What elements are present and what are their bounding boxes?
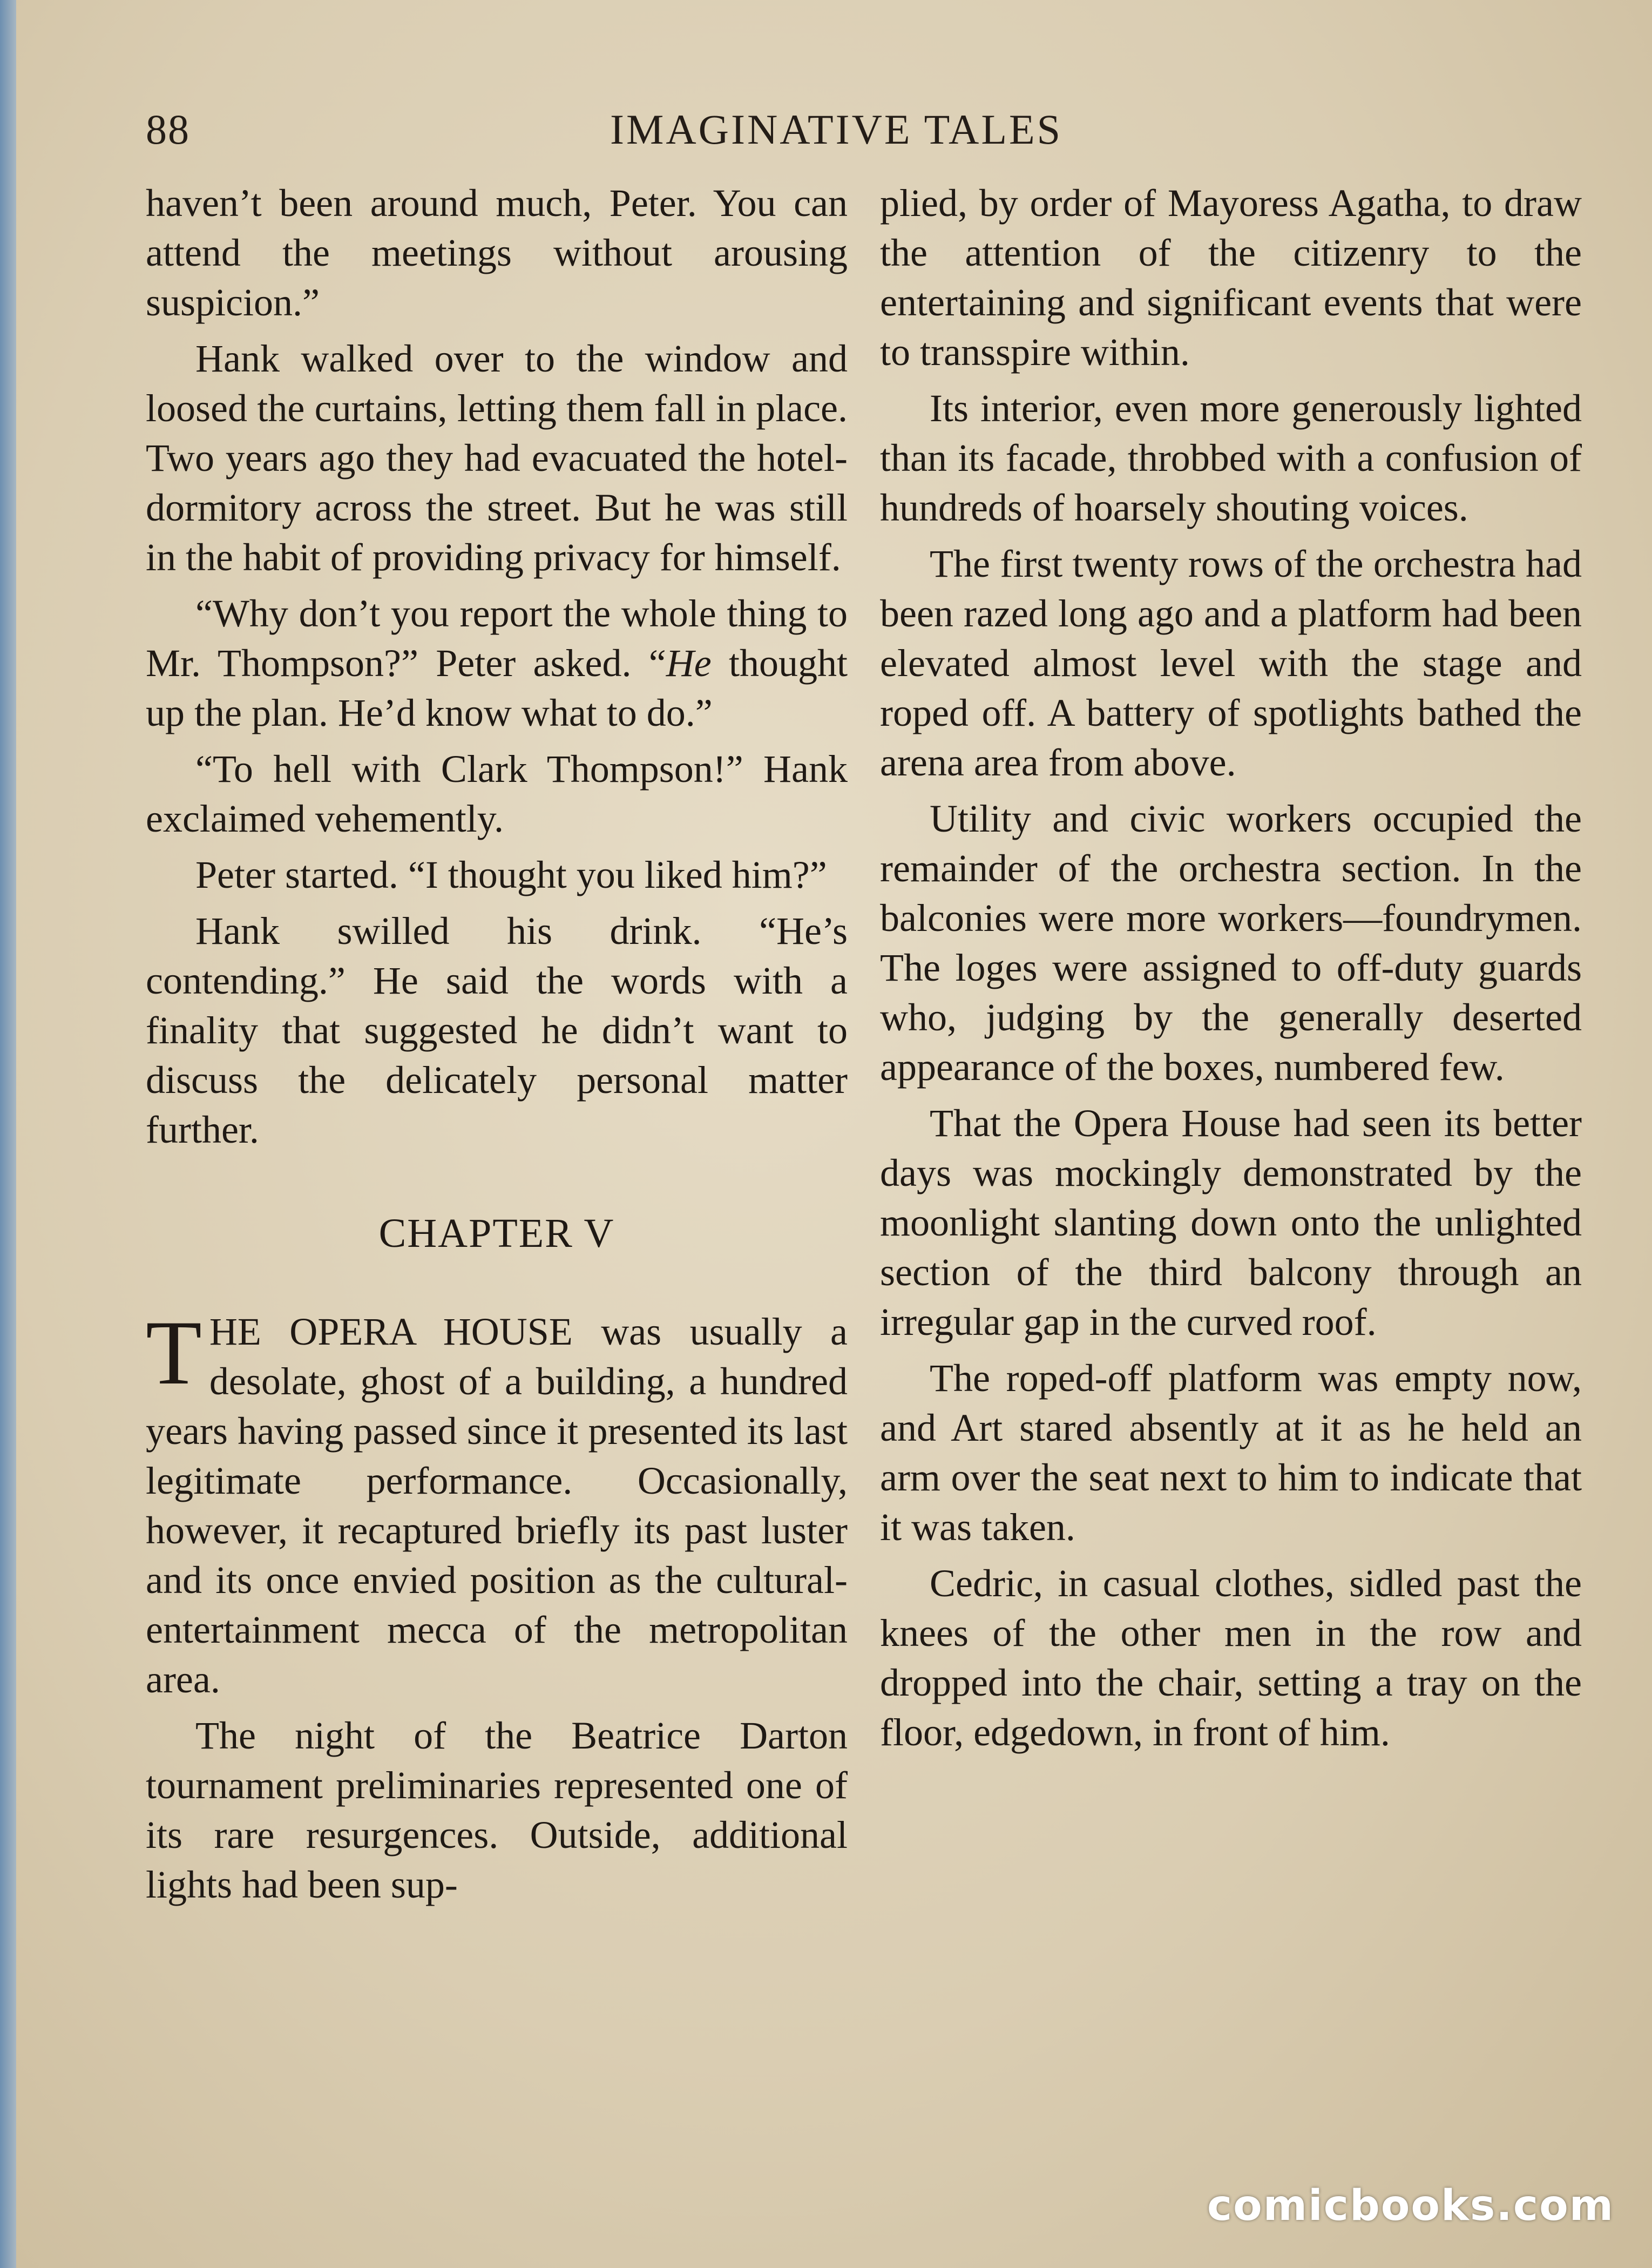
text-run: “Why don’t you report the whole thing to Mr. Thompson?” Peter asked. “ — [146, 592, 848, 685]
paragraph: The first twenty rows of the orchestra had been razed long ago and a platform had been elevated almost level with the stage and roped off. A battery of spotlights bathed the arena area from above. — [880, 542, 1582, 784]
paragraph: Hank swilled his drink. “He’s contending.” He said the words with a finality that suggested he didn’t want to discuss the delicately personal matter further. — [146, 909, 848, 1151]
drop-cap: T — [146, 1302, 202, 1403]
text-run: thought up the plan. He’d know what to do.” — [146, 642, 848, 734]
running-title: IMAGINATIVE TALES — [610, 106, 1063, 153]
page-header — [16, 105, 1652, 154]
paragraph: “To hell with Clark Thompson!” Hank exclaimed vehemently. — [146, 747, 848, 840]
paragraph: That the Opera House had seen its better days was mockingly demonstrated by the moonlight slanting down onto the unlighted section of the third balcony through an irregular gap in the curved roof. — [880, 1102, 1582, 1344]
paragraph: The roped-off platform was empty now, and Art stared absently at it as he held an arm over the seat next to him to indicate that it was taken. — [880, 1356, 1582, 1549]
paragraph: Utility and civic workers occupied the remainder of the orchestra section. In the balconies were more workers—foundrymen. The loges were assigned to off-duty guards who, judging by the generally deserted appearance of the boxes, numbered few. — [880, 797, 1582, 1089]
left-column — [146, 178, 848, 1916]
paragraph: Cedric, in casual clothes, sidled past the knees of the other men in the row and dropped into the chair, setting a tray on the floor, edgedown, in front of him. — [880, 1562, 1582, 1754]
watermark-logo: comicbooks.com — [1207, 2182, 1614, 2230]
paragraph: plied, by order of Mayoress Agatha, to draw the attention of the citizenry to the entertaining and significant events that were to transspire within. — [880, 181, 1582, 374]
italic-text-run: He — [666, 642, 712, 685]
paragraph: Hank walked over to the window and loosed the curtains, letting them fall in place. Two years ago they had evacuated the hotel-dormitory across the street. But he was still in the habit of providing privacy for himself. — [146, 337, 848, 579]
text-run: HE OPERA HOUSE was usually a desolate, ghost of a building, a hundred years having passed since it presented its last legitimate performance. Occasionally, however, it recaptured briefly its past luster and its once envied position as the cultural-entertainment mecca of the metropolitan area. — [146, 1310, 848, 1701]
chapter-heading: CHAPTER V — [378, 1211, 615, 1256]
paragraph: haven’t been around much, Peter. You can attend the meetings without arousing suspicion.” — [146, 181, 848, 324]
scan-edge — [0, 0, 16, 2268]
paragraph — [146, 1302, 848, 1704]
paragraph: The night of the Beatrice Darton tournament preliminaries represented one of its rare resurgences. Outside, additional lights had been sup- — [146, 1714, 848, 1906]
magazine-page — [16, 0, 1652, 2268]
paragraph: Peter started. “I thought you liked him?” — [195, 853, 827, 896]
paragraph: Its interior, even more generously lighted than its facade, throbbed with a confusion of hundreds of hoarsely shouting voices. — [880, 387, 1582, 529]
paragraph — [146, 589, 848, 738]
page-number: 88 — [146, 106, 190, 153]
right-column — [880, 178, 1582, 1764]
